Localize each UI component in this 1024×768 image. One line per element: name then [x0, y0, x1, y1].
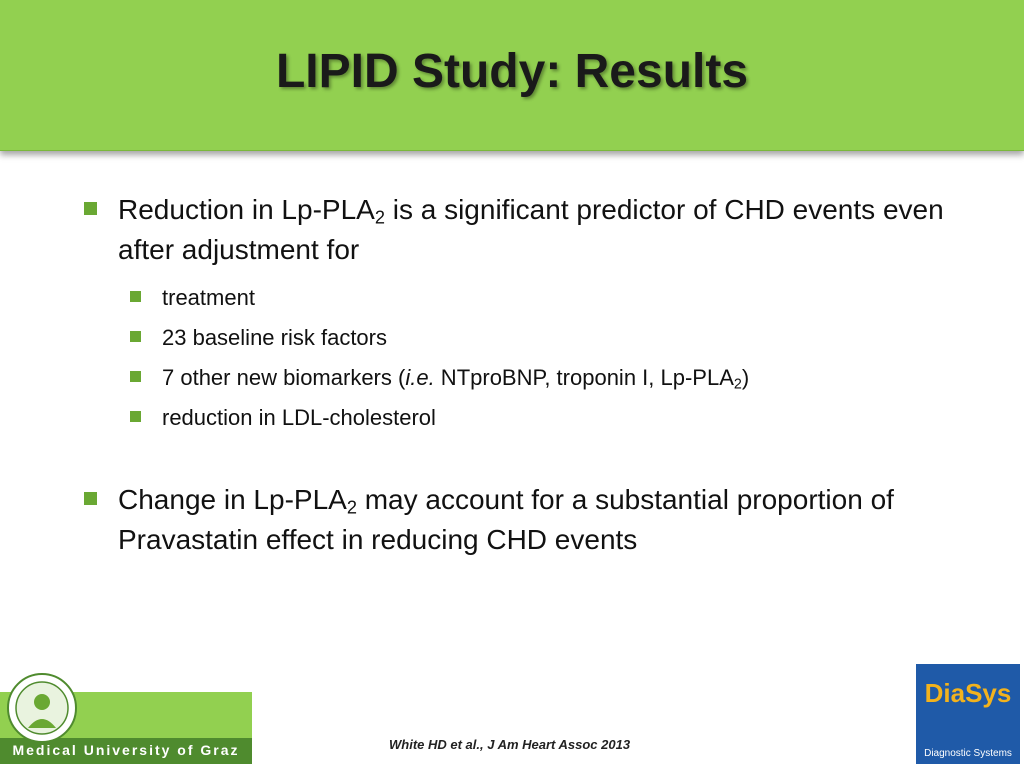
diasys-tagline: Diagnostic Systems	[924, 748, 1012, 759]
diasys-name: DiaSys	[924, 678, 1012, 708]
university-name: Medical University of Graz	[12, 742, 240, 758]
subscript: 2	[733, 376, 742, 393]
sub-bullet-risk-factors	[80, 318, 980, 358]
square-bullet-icon	[130, 371, 141, 382]
sub-bullet-biomarkers	[80, 358, 980, 398]
slide-title: LIPID Study: Results	[275, 45, 749, 98]
citation: White HD et al., J Am Heart Assoc 2013	[389, 737, 631, 752]
bullet-text-post: may account for a substantial proportion of Pravastatin effect in reducing CHD events	[118, 484, 894, 555]
title-banner	[0, 0, 1024, 151]
diasys-logo	[916, 664, 1020, 764]
bullet-text-post: is a significant predictor of CHD events even after adjustment for	[118, 194, 944, 265]
bullet-lp-pla2-predictor	[80, 190, 980, 270]
square-bullet-icon	[130, 331, 141, 342]
university-seal-icon	[6, 672, 78, 744]
bullet-text-pre: Change in Lp-PLA	[118, 484, 347, 515]
sub-bullet-text-pre: 7 other new biomarkers (	[162, 365, 406, 390]
sub-bullet-ldl	[80, 398, 980, 438]
sub-bullet-list	[80, 278, 980, 438]
medical-university-graz-logo	[0, 668, 252, 764]
slide-content	[80, 190, 980, 560]
subscript: 2	[374, 207, 385, 228]
sub-bullet-text-post: )	[741, 365, 750, 390]
bullet-text-pre: Reduction in Lp-PLA	[118, 194, 375, 225]
square-bullet-icon	[130, 411, 141, 422]
sub-bullet-text: 23 baseline risk factors	[162, 325, 387, 350]
square-bullet-icon	[84, 202, 97, 215]
bullet-pravastatin-effect	[80, 480, 980, 560]
sub-bullet-italic: i.e.	[405, 365, 435, 390]
subscript: 2	[346, 497, 357, 518]
sub-bullet-text-mid: NTproBNP, troponin I, Lp-PLA	[434, 365, 734, 390]
sub-bullet-treatment	[80, 278, 980, 318]
square-bullet-icon	[130, 291, 141, 302]
sub-bullet-text: treatment	[162, 285, 255, 310]
square-bullet-icon	[84, 492, 97, 505]
sub-bullet-text: reduction in LDL-cholesterol	[162, 405, 436, 430]
